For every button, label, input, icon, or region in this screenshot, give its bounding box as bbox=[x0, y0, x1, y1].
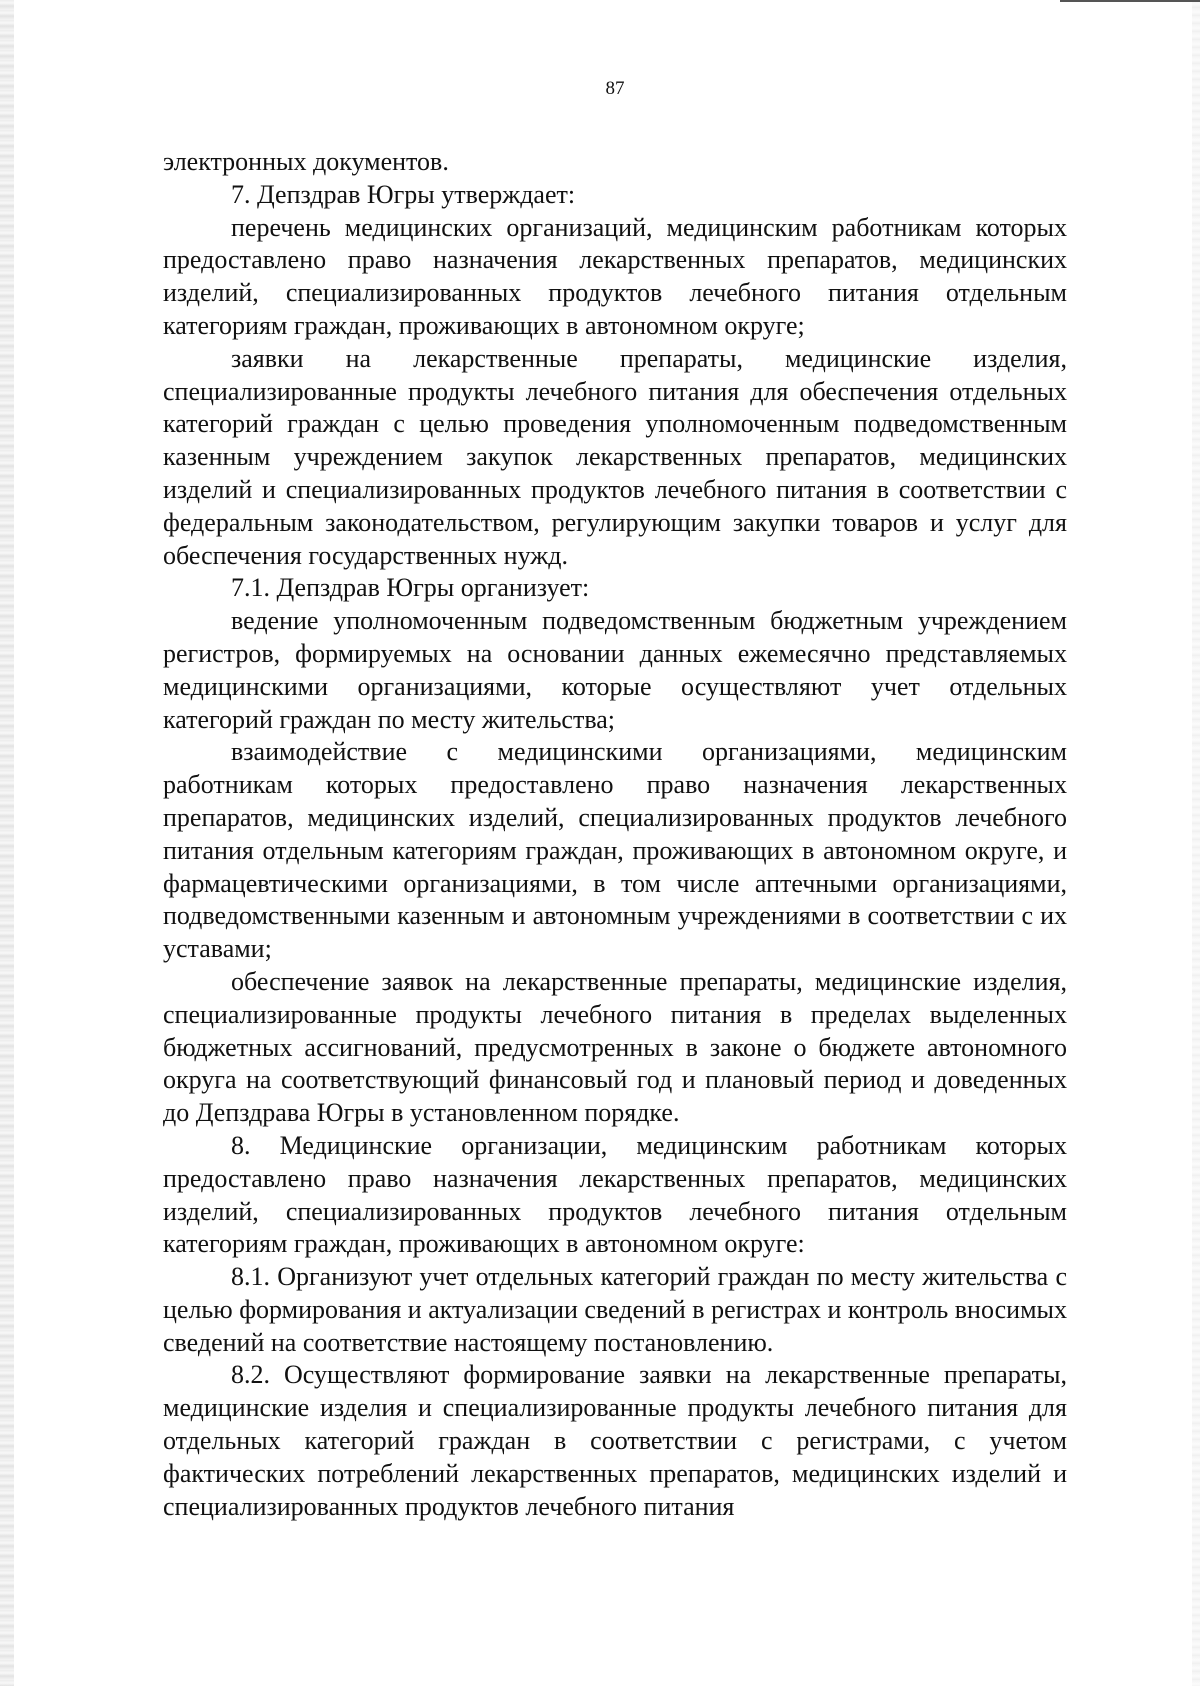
document-body bbox=[163, 146, 1067, 1523]
paragraph: ведение уполномоченным подведомственным бюджетным учреждением регистров, формируемых на основании данных ежемесячно представляемых медицинскими организациями, которые осуществляют учет отдельных категорий граждан по месту жительства; bbox=[163, 606, 1067, 734]
paragraph: перечень медицинских организаций, медицинским работникам которых предоставлено право назначения лекарственных препаратов, медицинских изделий, специализированных продуктов лечебного питания отдельным категориям граждан, проживающих в автономном округе; bbox=[163, 212, 1067, 340]
paragraph: электронных документов. bbox=[163, 147, 449, 176]
paragraph: заявки на лекарственные препараты, медицинские изделия, специализированные продукты лечебного питания для обеспечения отдельных категорий граждан с целью проведения уполномоченным подведомственным казенным учреждением закупок лекарственных препаратов, медицинских изделий и специализированных продуктов лечебного питания в соответствии с федеральным законодательством, регулирующим закупки товаров и услуг для обеспечения государственных нужд. bbox=[163, 343, 1067, 570]
scan-edge-left bbox=[0, 0, 14, 1686]
page-number: 87 bbox=[605, 78, 625, 99]
paragraph: взаимодействие с медицинскими организациями, медицинским работникам которых предоставлено право назначения лекарственных препаратов, медицинских изделий, специализированных продуктов лечебного питания отдельным категориям граждан, проживающих в автономном округе, и фармацевтическими организациями, в том числе аптечными организациями, подведомственными казенным и автономным учреждениями в соответствии с их уставами; bbox=[163, 737, 1067, 964]
paragraph: 8.1. Организуют учет отдельных категорий граждан по месту жительства с целью формирования и актуализации сведений в регистрах и контроль вносимых сведений на соответствие настоящему постановлению. bbox=[163, 1262, 1067, 1357]
scan-line-top bbox=[1060, 0, 1200, 2]
scan-edge-right bbox=[1192, 0, 1200, 1686]
paragraph: обеспечение заявок на лекарственные препараты, медицинские изделия, специализированные продукты лечебного питания в пределах выделенных бюджетных ассигнований, предусмотренных в законе о бюджете автономного округа на соответствующий финансовый год и плановый период и доведенных до Депздрава Югры в установленном порядке. bbox=[163, 966, 1067, 1128]
paragraph: 8. Медицинские организации, медицинским работникам которых предоставлено право назначения лекарственных препаратов, медицинских изделий, специализированных продуктов лечебного питания отдельным категориям граждан, проживающих в автономном округе: bbox=[163, 1130, 1067, 1259]
paragraph: 7. Депздрав Югры утверждает: bbox=[231, 179, 576, 209]
paragraph: 8.2. Осуществляют формирование заявки на лекарственные препараты, медицинские изделия и специализированные продукты лечебного питания для отдельных категорий граждан в соответствии с регистрами, с учетом фактических потреблений лекарственных препаратов, медицинских изделий и специализированных продуктов лечебного питания bbox=[163, 1360, 1067, 1521]
paragraph: 7.1. Депздрав Югры организует: bbox=[231, 573, 590, 603]
